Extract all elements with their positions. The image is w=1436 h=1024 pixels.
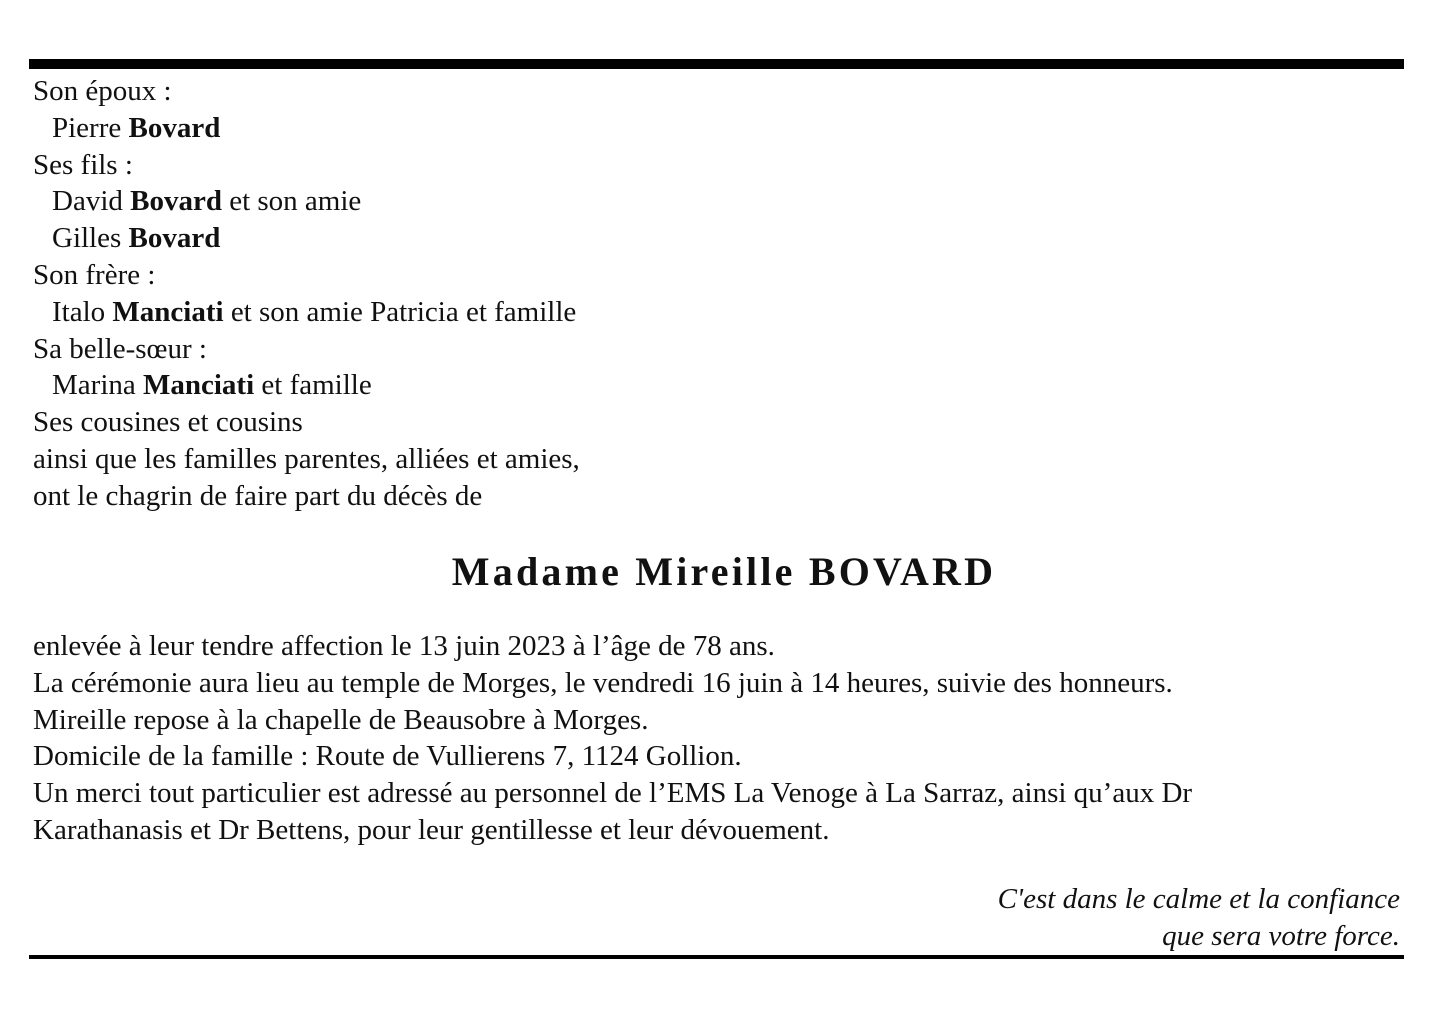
line-text: Gilles <box>52 222 129 255</box>
family-member-line <box>33 110 833 147</box>
line-text: Sa belle-sœur : <box>33 332 207 365</box>
family-heading-line <box>33 441 833 478</box>
detail-line: Mireille repose à la chapelle de Beausobre à Morges. <box>33 703 649 736</box>
family-heading-line <box>33 257 833 294</box>
surname: Manciati <box>112 295 224 328</box>
line-text: et son amie Patricia et famille <box>223 295 577 328</box>
family-heading-line <box>33 478 833 515</box>
line-text: Italo <box>52 295 113 328</box>
surname: Bovard <box>128 111 221 144</box>
line-text: ainsi que les familles parentes, alliées et amies, <box>33 442 580 475</box>
family-heading-line <box>33 404 833 441</box>
bottom-rule <box>29 955 1404 959</box>
quote-line-2: que sera votre force. <box>1162 920 1400 952</box>
family-member-line <box>33 367 833 404</box>
detail-line: enlevée à leur tendre affection le 13 juin 2023 à l’âge de 78 ans. <box>33 630 775 662</box>
detail-line: La cérémonie aura lieu au temple de Morges, le vendredi 16 juin à 14 heures, suivie des honneurs. <box>33 666 1173 699</box>
top-rule <box>29 59 1404 69</box>
detail-line: Domicile de la famille : Route de Vullierens 7, 1124 Gollion. <box>33 740 742 773</box>
line-text: ont le chagrin de faire part du décès de <box>33 479 483 512</box>
surname: Bovard <box>130 185 222 218</box>
line-text: David <box>52 185 131 218</box>
line-text: et son amie <box>221 185 362 218</box>
deceased-name: Madame Mireille BOVARD <box>451 549 997 594</box>
family-member-line <box>33 294 833 331</box>
quote-line-1: C'est dans le calme et la confiance <box>997 883 1400 915</box>
line-text: et famille <box>254 369 372 402</box>
line-text: Marina <box>52 369 143 402</box>
detail-line: Karathanasis et Dr Bettens, pour leur gentillesse et leur dévouement. <box>33 813 830 846</box>
line-text: Ses cousines et cousins <box>33 406 303 439</box>
closing-quote <box>700 881 1400 955</box>
detail-line: Un merci tout particulier est adressé au personnel de l’EMS La Venoge à La Sarraz, ainsi qu’aux Dr <box>33 777 1193 810</box>
surname: Manciati <box>143 369 255 402</box>
line-text: Son frère : <box>33 258 156 291</box>
family-heading-line <box>33 73 833 110</box>
family-list <box>33 73 833 515</box>
surname: Bovard <box>128 222 221 255</box>
family-member-line <box>33 220 833 257</box>
line-text: Ses fils : <box>33 148 133 181</box>
family-heading-line <box>33 147 833 184</box>
line-text: Pierre <box>52 111 129 144</box>
line-text: Son époux : <box>33 75 172 107</box>
family-heading-line <box>33 331 833 368</box>
announcement-details <box>33 628 1373 849</box>
family-member-line <box>33 183 833 220</box>
